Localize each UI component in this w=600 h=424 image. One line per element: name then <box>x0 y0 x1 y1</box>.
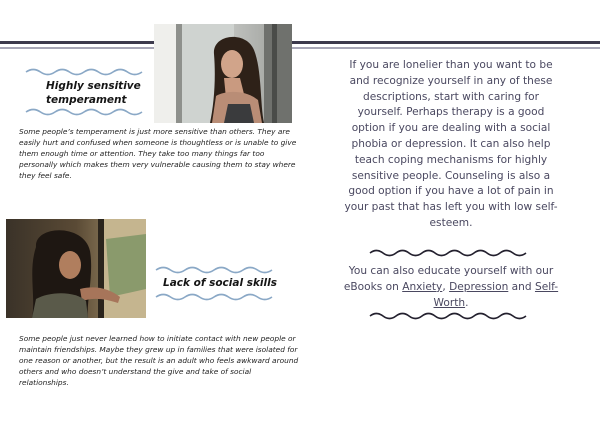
top-rule-light <box>0 47 600 49</box>
ebooks-prefix: You can also educate yourself with our eBooks on <box>343 265 554 293</box>
ebooks-sep1: , <box>442 280 450 293</box>
wave-bottom-heading1 <box>26 108 142 116</box>
paragraph-lack-social-skills: Some people just never learned how to initiate contact with new people or maintain friendships. Maybe they grew up in families that were isolated for one reason or another, but the result is an adult who feels awkward around others and who doesn’t understand the give and take of social relationships. <box>19 334 299 388</box>
wave-top-heading1 <box>26 68 142 76</box>
link-self-worth[interactable]: Self-Worth <box>433 280 559 309</box>
wave-top-ebooks <box>370 249 526 257</box>
link-depression[interactable]: Depression <box>449 280 509 293</box>
photo-woman-car <box>6 219 146 318</box>
photo-woman-window-art <box>154 24 292 123</box>
paragraph-highly-sensitive: Some people’s temperament is just more sensitive than others. They are easily hurt and confused when someone is thoughtless or is unable to give them enough time or attention. They take too many things far too personally which makes them very vulnerable causing them to stay where they feel safe. <box>19 127 297 181</box>
wave-bottom-ebooks <box>370 312 526 320</box>
photo-woman-car-art <box>6 219 146 318</box>
link-anxiety[interactable]: Anxiety <box>402 280 443 293</box>
heading-highly-sensitive-line1: Highly sensitive <box>46 80 141 92</box>
top-rule-dark <box>0 41 600 44</box>
ebooks-suffix: . <box>465 296 469 309</box>
photo-woman-window <box>154 24 292 123</box>
wave-bottom-heading2 <box>156 293 272 301</box>
wave-top-heading2 <box>156 266 272 274</box>
heading-lack-social-skills: Lack of social skills <box>163 277 277 289</box>
ebooks-paragraph <box>340 264 562 311</box>
heading-highly-sensitive-line2: temperament <box>46 93 127 106</box>
ebooks-sep2: and <box>508 280 535 293</box>
sidebar-paragraph: If you are lonelier than you want to be and recognize yourself in any of these descriptions, start with caring for yourself. Perhaps therapy is a good option if you are dealing with a social phobia or depression. It can also help teach coping mechanisms for highly sensitive people. Counseling is also a good option if you have a lot of pain in your past that has left you with low self-esteem. <box>344 59 558 229</box>
heading-highly-sensitive <box>46 80 141 107</box>
